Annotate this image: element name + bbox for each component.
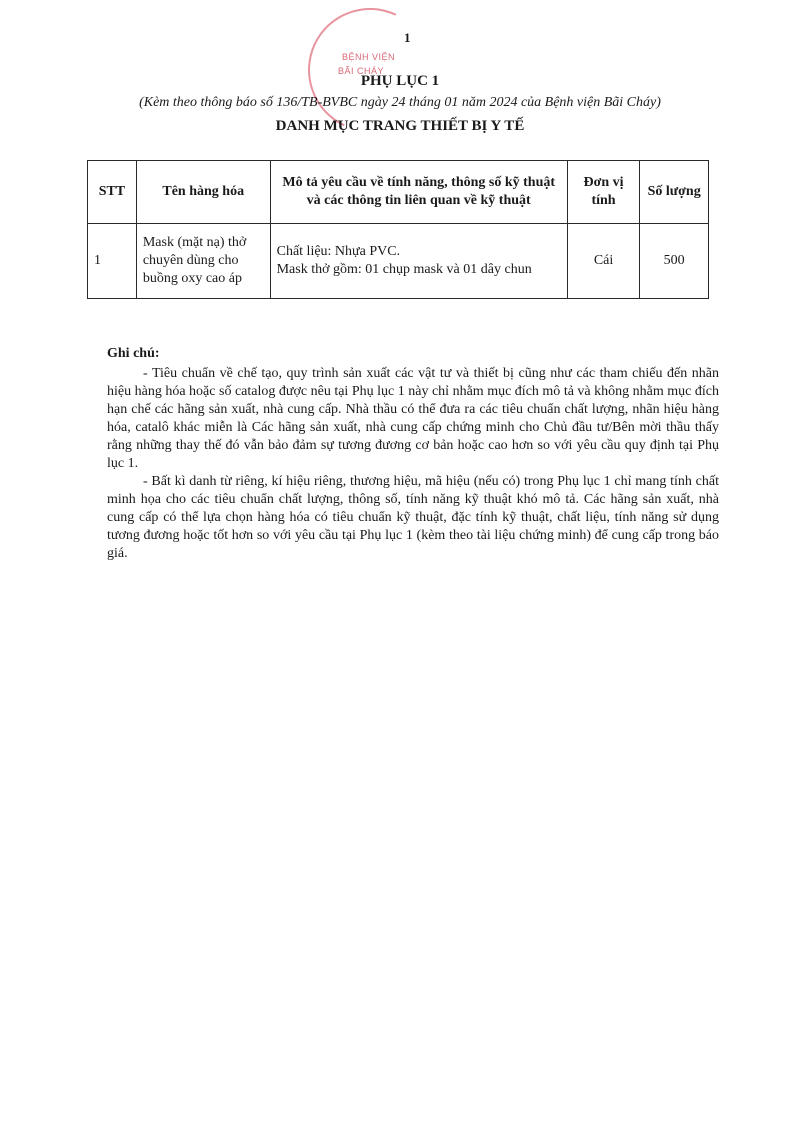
list-heading: DANH MỤC TRANG THIẾT BỊ Y TẾ — [275, 118, 525, 134]
desc-line-material: Chất liệu: Nhựa PVC. — [276, 244, 401, 259]
col-header-name: Tên hàng hóa — [136, 161, 270, 224]
col-header-stt: STT — [88, 161, 137, 224]
document-title: PHỤ LỤC 1 — [360, 73, 440, 89]
cell-quantity: 500 — [640, 224, 709, 299]
stamp-text-line1: BỆNH VIỆN — [342, 52, 396, 62]
notes-title: Ghi chú: — [107, 346, 160, 361]
document-subtitle: (Kèm theo thông báo số 136/TB-BVBC ngày 24 tháng 01 năm 2024 của Bệnh viện Bãi Cháy) — [139, 95, 661, 110]
cell-name: Mask (mặt nạ) thở chuyên dùng cho buồng oxy cao áp — [136, 224, 270, 299]
table-row — [88, 224, 709, 299]
cell-unit: Cái — [567, 224, 639, 299]
desc-line-components: Mask thở gồm: 01 chụp mask và 01 dây chun — [276, 262, 532, 277]
col-header-description: Mô tả yêu cầu về tính năng, thông số kỹ thuật và các thông tin liên quan về kỹ thuật — [270, 161, 567, 224]
note-paragraph-2: - Bất kì danh từ riêng, kí hiệu riêng, thương hiệu, mã hiệu (nếu có) trong Phụ lục 1 chỉ mang tính chất minh họa cho các tiêu chuẩn chất lượng, thông số, tính năng kỹ thuật khó mô tả. Các hãng sản xuất, nhà cung cấp có thể lựa chọn hàng hóa có tiêu chuẩn kỹ thuật, đặc tính kỹ thuật, chất liệu, tính năng sử dụng tương đương hoặc tốt hơn so với yêu cầu tại Phụ lục 1 (kèm theo tài liệu chứng minh) để cung cấp trong báo giá. — [107, 474, 719, 561]
equipment-table — [87, 160, 709, 299]
note-paragraph-1: - Tiêu chuẩn về chế tạo, quy trình sản xuất các vật tư và thiết bị cũng như các tham chiếu đến nhãn hiệu hàng hóa hoặc số catalog được nêu tại Phụ lục 1 này chỉ nhằm mục đích mô tả và không nhằm mục đích hạn chế các hãng sản xuất, nhà cung cấp. Nhà thầu có thể đưa ra các tiêu chuẩn chất lượng, nhãn hiệu hàng hóa, catalô khác miễn là Các hãng sản xuất, nhà cung cấp chứng minh cho Chủ đầu tư/Bên mời thầu thấy rằng những thay thế đó vẫn bảo đảm sự tương đương cơ bản hoặc cao hơn so với yêu cầu quy định tại Phụ lục 1. — [107, 366, 719, 471]
cell-description — [270, 224, 567, 299]
stamp-text-line2: BÃI CHÁY — [338, 66, 385, 76]
col-header-quantity: Số lượng — [640, 161, 709, 224]
page-number: 1 — [404, 30, 411, 45]
notes-section — [107, 345, 719, 563]
table-header-row — [88, 161, 709, 224]
col-header-unit: Đơn vị tính — [567, 161, 639, 224]
cell-stt: 1 — [88, 224, 137, 299]
